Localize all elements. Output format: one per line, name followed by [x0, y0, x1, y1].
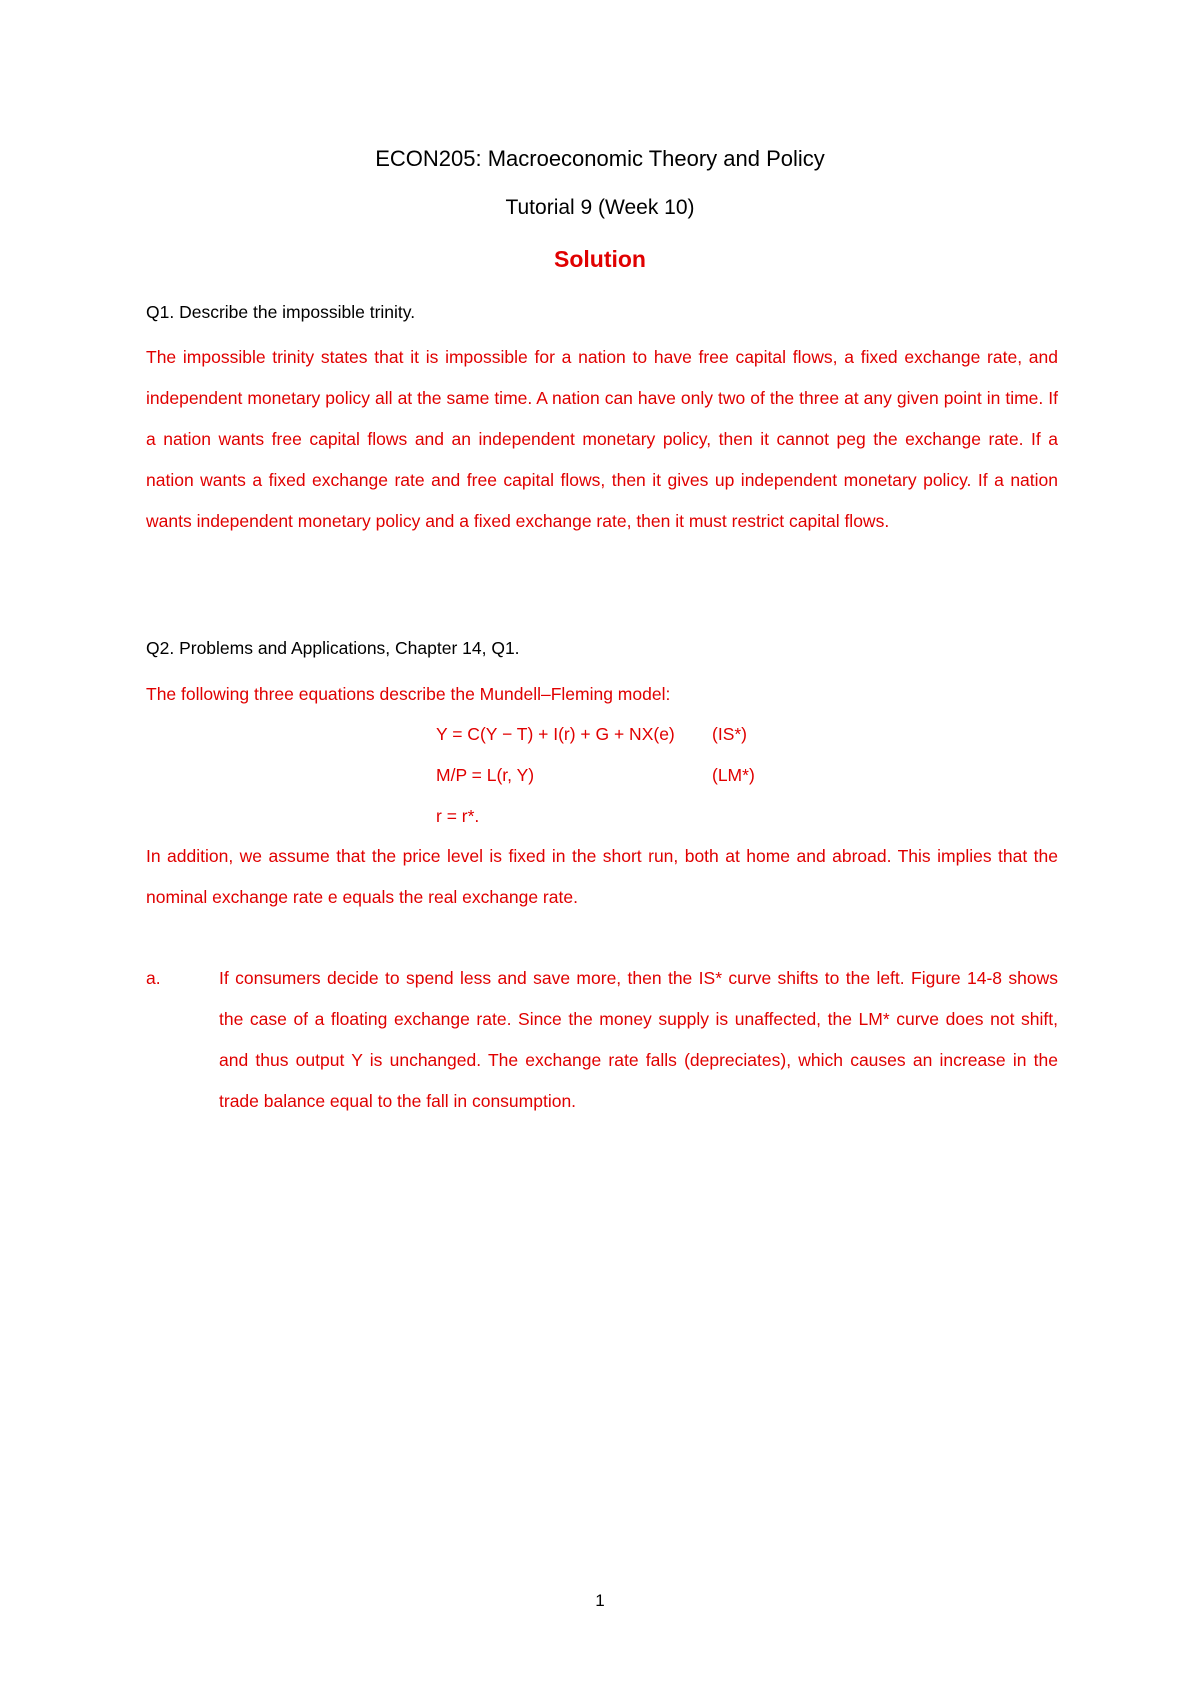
part-a-text: If consumers decide to spend less and save more, then the IS* curve shifts to the left. Figure 14-8 shows the case of a floating exchange rate. Since the money supply is unaffected, the LM* curve does not shift, and thus output Y is unchanged. The exchange rate falls (depreciates), which causes an increase in the trade balance equal to the fall in consumption. [219, 968, 1058, 1111]
part-a-letter: a. [146, 968, 161, 988]
page-number: 1 [595, 1591, 605, 1610]
solution-heading: Solution [554, 246, 646, 272]
equation-is-label: (IS*) [712, 724, 747, 744]
equation-lm-label: (LM*) [712, 765, 755, 785]
q1-question: Q1. Describe the impossible trinity. [146, 302, 416, 322]
tutorial-title: Tutorial 9 (Week 10) [505, 196, 695, 219]
q2-question: Q2. Problems and Applications, Chapter 14, Q1. [146, 638, 520, 658]
q2-intro: The following three equations describe the Mundell–Fleming model: [146, 684, 671, 704]
equation-lm: M/P = L(r, Y) [436, 765, 535, 785]
equation-r: r = r*. [436, 806, 480, 826]
q1-answer: The impossible trinity states that it is impossible for a nation to have free capital flows, a fixed exchange rate, and independent monetary policy all at the same time. A nation can have only two of the three at any given point in time. If a nation wants free capital flows and an independent monetary policy, then it cannot peg the exchange rate. If a nation wants a fixed exchange rate and free capital flows, then it gives up independent monetary policy. If a nation wants independent monetary policy and a fixed exchange rate, then it must restrict capital flows. [146, 347, 1058, 531]
course-title: ECON205: Macroeconomic Theory and Policy [375, 146, 825, 171]
equation-is: Y = C(Y − T) + I(r) + G + NX(e) [436, 724, 675, 744]
q2-assumption: In addition, we assume that the price level is fixed in the short run, both at home and abroad. This implies that the nominal exchange rate e equals the real exchange rate. [146, 846, 1058, 907]
